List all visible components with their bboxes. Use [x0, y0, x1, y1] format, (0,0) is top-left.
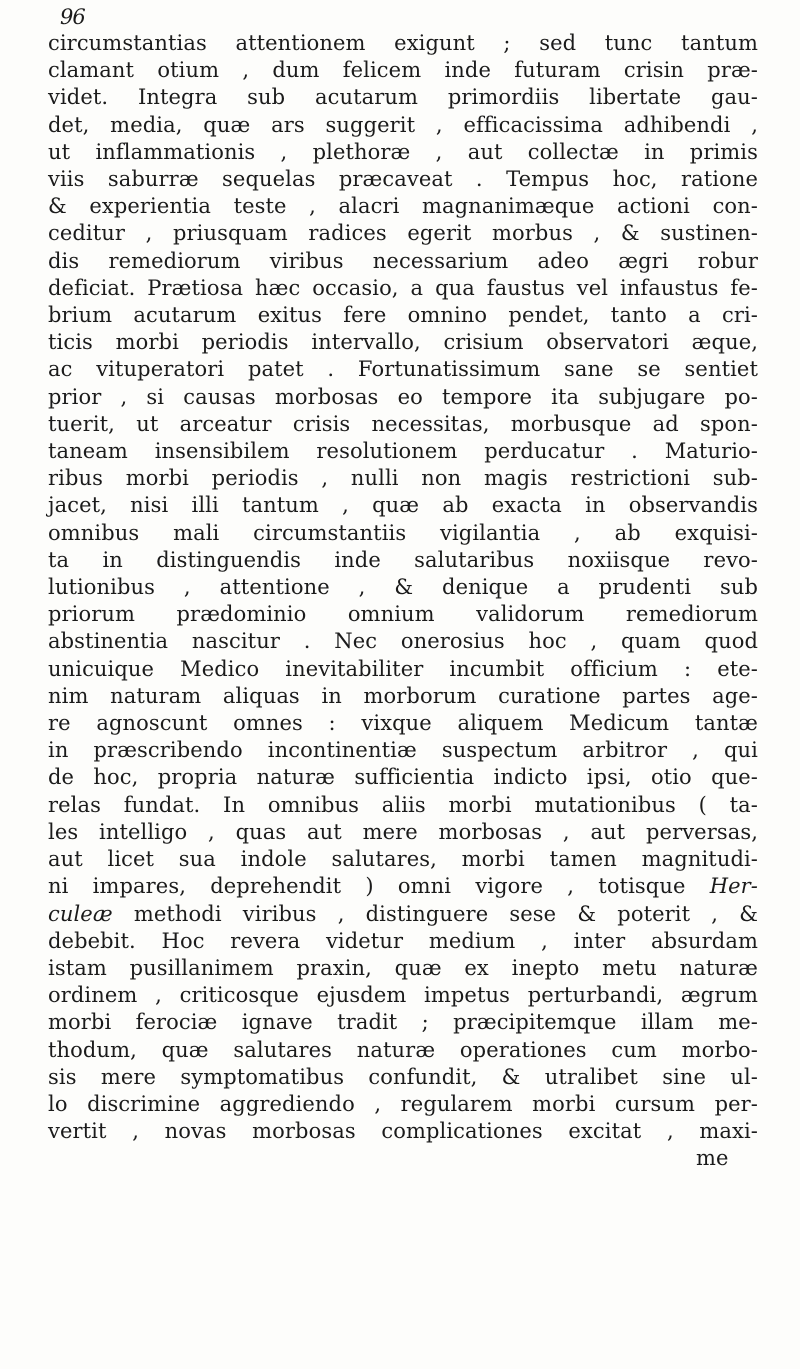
text-line: ticis morbi periodis intervallo, crisium observatori æque,	[48, 330, 758, 355]
text-line: lo discrimine aggrediendo , regularem morbi cursum per-	[48, 1091, 758, 1116]
text-line: ni impares, deprehendit ) omni vigore , totisque Her-	[48, 874, 758, 899]
text-line: ceditur , priusquam radices egerit morbus , & sustinen-	[48, 221, 758, 246]
text-line: clamant otium , dum felicem inde futuram crisin præ-	[48, 58, 758, 83]
text-line: ordinem , criticosque ejusdem impetus perturbandi, ægrum	[48, 983, 758, 1008]
text-line: viis saburræ sequelas præcaveat . Tempus hoc, ratione	[48, 167, 758, 192]
text-line: nim naturam aliquas in morborum curatione partes age-	[48, 683, 758, 708]
text-line: prior , si causas morbosas eo tempore ita subjugare po-	[48, 384, 758, 409]
text-line: sis mere symptomatibus confundit, & utralibet sine ul-	[48, 1064, 758, 1089]
text-line: circumstantias attentionem exigunt ; sed tunc tantum	[48, 31, 758, 55]
text-line: unicuique Medico inevitabiliter incumbit officium : ete-	[48, 656, 758, 681]
text-line: de hoc, propria naturæ sufficientia indicto ipsi, otio que-	[48, 765, 758, 790]
text-line: relas fundat. In omnibus aliis morbi mutationibus ( ta-	[48, 792, 758, 817]
text-line: morbi ferociæ ignave tradit ; præcipitemque illam me-	[48, 1010, 758, 1035]
text-line: & experientia teste , alacri magnanimæque actioni con-	[48, 194, 758, 219]
text-line: re agnoscunt omnes : vixque aliquem Medicum tantæ	[48, 711, 758, 736]
text-line: ta in distinguendis inde salutaribus noxiisque revo-	[48, 547, 758, 572]
text-line: tuerit, ut arceatur crisis necessitas, morbusque ad spon-	[48, 411, 758, 436]
italic-fragment: culeæ	[48, 901, 113, 926]
text-line: lutionibus , attentione , & denique a prudenti sub	[48, 575, 758, 600]
text-line: ut inflammationis , plethoræ , aut collectæ in primis	[48, 139, 758, 164]
text-line: in præscribendo incontinentiæ suspectum arbitror , qui	[48, 738, 758, 763]
text-line: aut licet sua indole salutares, morbi tamen magnitudi-	[48, 847, 758, 872]
text-line: det, media, quæ ars suggerit , efficacissima adhibendi ,	[48, 112, 758, 137]
text-line: omnibus mali circumstantiis vigilantia , ab exquisi-	[48, 520, 758, 545]
text-line: taneam insensibilem resolutionem perducatur . Maturio-	[48, 439, 758, 464]
italic-fragment: Her-	[709, 874, 758, 899]
text-line: abstinentia nascitur . Nec onerosius hoc , quam quod	[48, 629, 758, 654]
text-line: brium acutarum exitus fere omnino pendet, tanto a cri-	[48, 303, 758, 328]
text-line: deficiat. Prætiosa hæc occasio, a qua faustus vel infaustus fe-	[48, 275, 758, 300]
text-line: ribus morbi periodis , nulli non magis restrictioni sub-	[48, 466, 758, 491]
catchword: me	[696, 1146, 729, 1171]
text-line: thodum, quæ salutares naturæ operationes cum morbo-	[48, 1037, 758, 1062]
text-line: culeæ methodi viribus , distinguere sese & poterit , &	[48, 901, 758, 926]
text-line: debebit. Hoc revera videtur medium , inter absurdam	[48, 928, 758, 953]
text-line: jacet, nisi illi tantum , quæ ab exacta in observandis	[48, 493, 758, 518]
text-line: istam pusillanimem praxin, quæ ex inepto metu naturæ	[48, 955, 758, 980]
text-line: ac vituperatori patet . Fortunatissimum sane se sentiet	[48, 357, 758, 382]
page-number: 96	[60, 5, 85, 29]
text-line: dis remediorum viribus necessarium adeo ægri robur	[48, 248, 758, 273]
body-text	[48, 30, 758, 1173]
text-line: les intelligo , quas aut mere morbosas , aut perversas,	[48, 819, 758, 844]
text-line: vertit , novas morbosas complicationes excitat , maxi-	[48, 1119, 758, 1144]
text-line: videt. Integra sub acutarum primordiis libertate gau-	[48, 85, 758, 110]
text-line: priorum prædominio omnium validorum remediorum	[48, 602, 758, 627]
